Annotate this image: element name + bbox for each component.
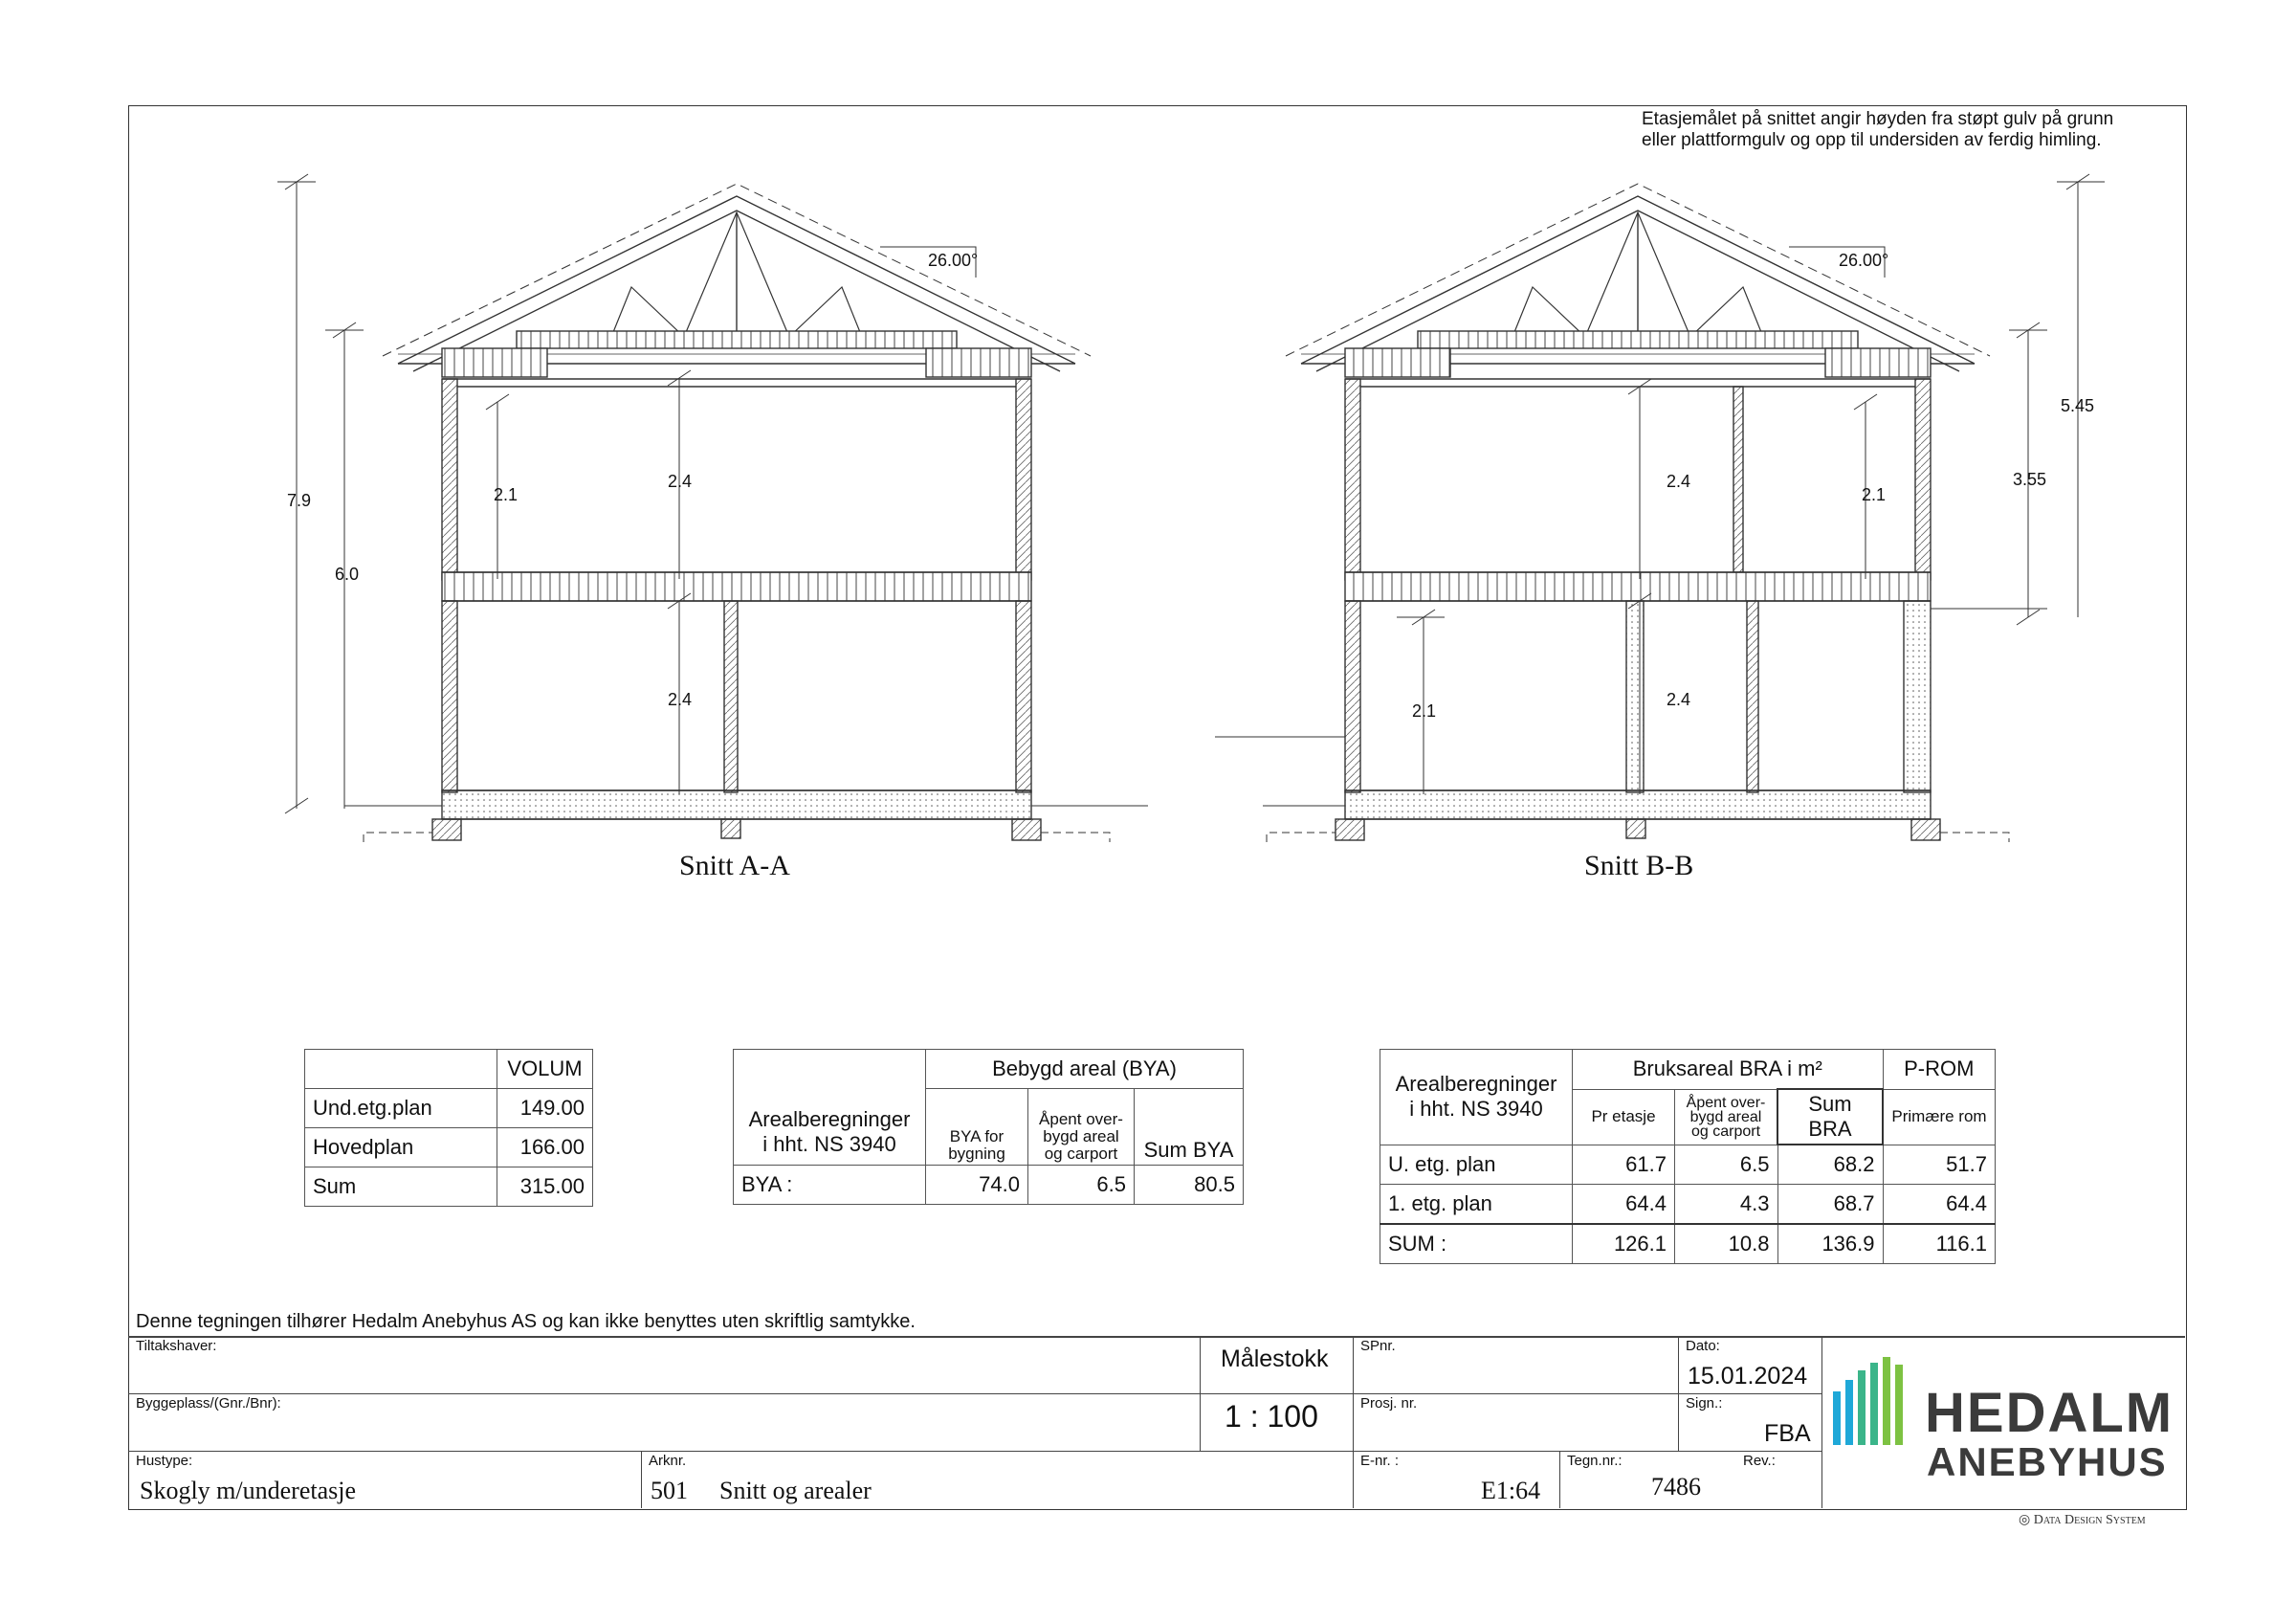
drawing-name: Snitt og arealer — [719, 1477, 872, 1504]
dds-icon: ◎ — [2019, 1513, 2034, 1527]
spnr-label: SPnr. — [1360, 1338, 1396, 1354]
section-a-dim-upper-center: 2.4 — [668, 472, 693, 491]
note-line-1: Etasjemålet på snittet angir høyden fra støpt gulv på grunn — [1642, 109, 2114, 129]
section-b-dim-upper-right: 2.1 — [1862, 485, 1887, 504]
section-b-roof-angle: 26.00° — [1839, 251, 1889, 270]
section-b-dim-right-mid: 3.55 — [2013, 470, 2047, 489]
bya-table: Arealberegninger i hht. NS 3940 Bebygd areal (BYA) BYA for bygning Åpent over- bygd areal og carport Sum BYA BYA : 74.0 6.5 80.5 — [733, 1049, 1244, 1205]
arknr-value: 501 — [651, 1477, 688, 1504]
malestokk-label: Målestokk — [1221, 1345, 1329, 1372]
section-a-title: Snitt A-A — [679, 850, 790, 881]
hustype-value: Skogly m/underetasje — [140, 1477, 357, 1504]
bra-group-header: Bruksareal BRA i m² — [1573, 1050, 1884, 1090]
section-b-dim-right-total: 5.45 — [2061, 396, 2095, 415]
section-b-title: Snitt B-B — [1584, 850, 1694, 881]
section-a-roof-angle: 26.00° — [928, 251, 979, 270]
volum-header: VOLUM — [497, 1050, 593, 1089]
enr-value: E1:64 — [1481, 1477, 1541, 1504]
section-b-dim-lower-center: 2.4 — [1667, 690, 1691, 709]
section-b-drawing — [1215, 174, 2105, 842]
section-b-dim-upper-center: 2.4 — [1667, 472, 1691, 491]
tiltakshaver-label: Tiltakshaver: — [136, 1338, 217, 1354]
tegnnr-value: 7486 — [1651, 1473, 1701, 1501]
section-a-drawing — [277, 174, 1148, 842]
volum-table — [304, 1049, 593, 1207]
table-row: 1. etg. plan 64.4 4.3 68.7 64.4 — [1380, 1185, 1996, 1225]
credit: ◎ Data Design System — [2019, 1513, 2146, 1527]
table-row: BYA : 74.0 6.5 80.5 — [734, 1166, 1244, 1205]
tegnnr-label: Tegn.nr.: — [1567, 1453, 1623, 1469]
section-b-dim-lower-left: 2.1 — [1412, 701, 1437, 721]
bya-group-header: Bebygd areal (BYA) — [926, 1050, 1244, 1089]
logo-line-2: ANEBYHUS — [1927, 1439, 2168, 1484]
table-row: Hovedplan 166.00 — [305, 1128, 593, 1167]
prom-header: P-ROM — [1883, 1050, 1996, 1090]
table-row: U. etg. plan 61.7 6.5 68.2 51.7 — [1380, 1145, 1996, 1185]
logo-line-1: HEDALM — [1925, 1382, 2175, 1444]
dato-label: Dato: — [1686, 1338, 1720, 1354]
bra-table: Arealberegninger i hht. NS 3940 Bruksareal BRA i m² P-ROM Pr etasje Åpent over- bygd areal og carport Sum BRA Primære rom U. etg. plan 61.7 6.5 68.2 51.7 1. etg. plan 64.4 4.3 68.7 64.4 SUM : 126.1 10.8 136.9 116.1 — [1380, 1049, 1996, 1264]
section-a-dim-mid: 6.0 — [335, 565, 360, 584]
arknr-label: Arknr. — [649, 1453, 687, 1469]
logo-bars-icon — [1833, 1357, 1929, 1462]
hedalm-logo — [1833, 1349, 2177, 1502]
table-row: SUM : 126.1 10.8 136.9 116.1 — [1380, 1224, 1996, 1264]
section-a-dim-total: 7.9 — [287, 491, 312, 510]
section-a-dim-lower-center: 2.4 — [668, 690, 693, 709]
rev-label: Rev.: — [1743, 1453, 1776, 1469]
table-row: Sum 315.00 — [305, 1167, 593, 1207]
note-line-2: eller plattformgulv og opp til undersiden av ferdig himling. — [1642, 130, 2102, 150]
sign-label: Sign.: — [1686, 1395, 1723, 1412]
prosjnr-label: Prosj. nr. — [1360, 1395, 1418, 1412]
hustype-label: Hustype: — [136, 1453, 193, 1469]
byggeplass-label: Byggeplass/(Gnr./Bnr): — [136, 1395, 281, 1412]
enr-label: E-nr. : — [1360, 1453, 1400, 1469]
ownership-note: Denne tegningen tilhører Hedalm Anebyhus AS og kan ikke benyttes uten skriftlig samtykke. — [136, 1311, 916, 1332]
table-row: Und.etg.plan 149.00 — [305, 1089, 593, 1128]
sign-value: FBA — [1764, 1420, 1811, 1447]
malestokk-value: 1 : 100 — [1225, 1399, 1318, 1434]
section-a-dim-upper-left: 2.1 — [494, 485, 519, 504]
dato-value: 15.01.2024 — [1688, 1363, 1808, 1390]
